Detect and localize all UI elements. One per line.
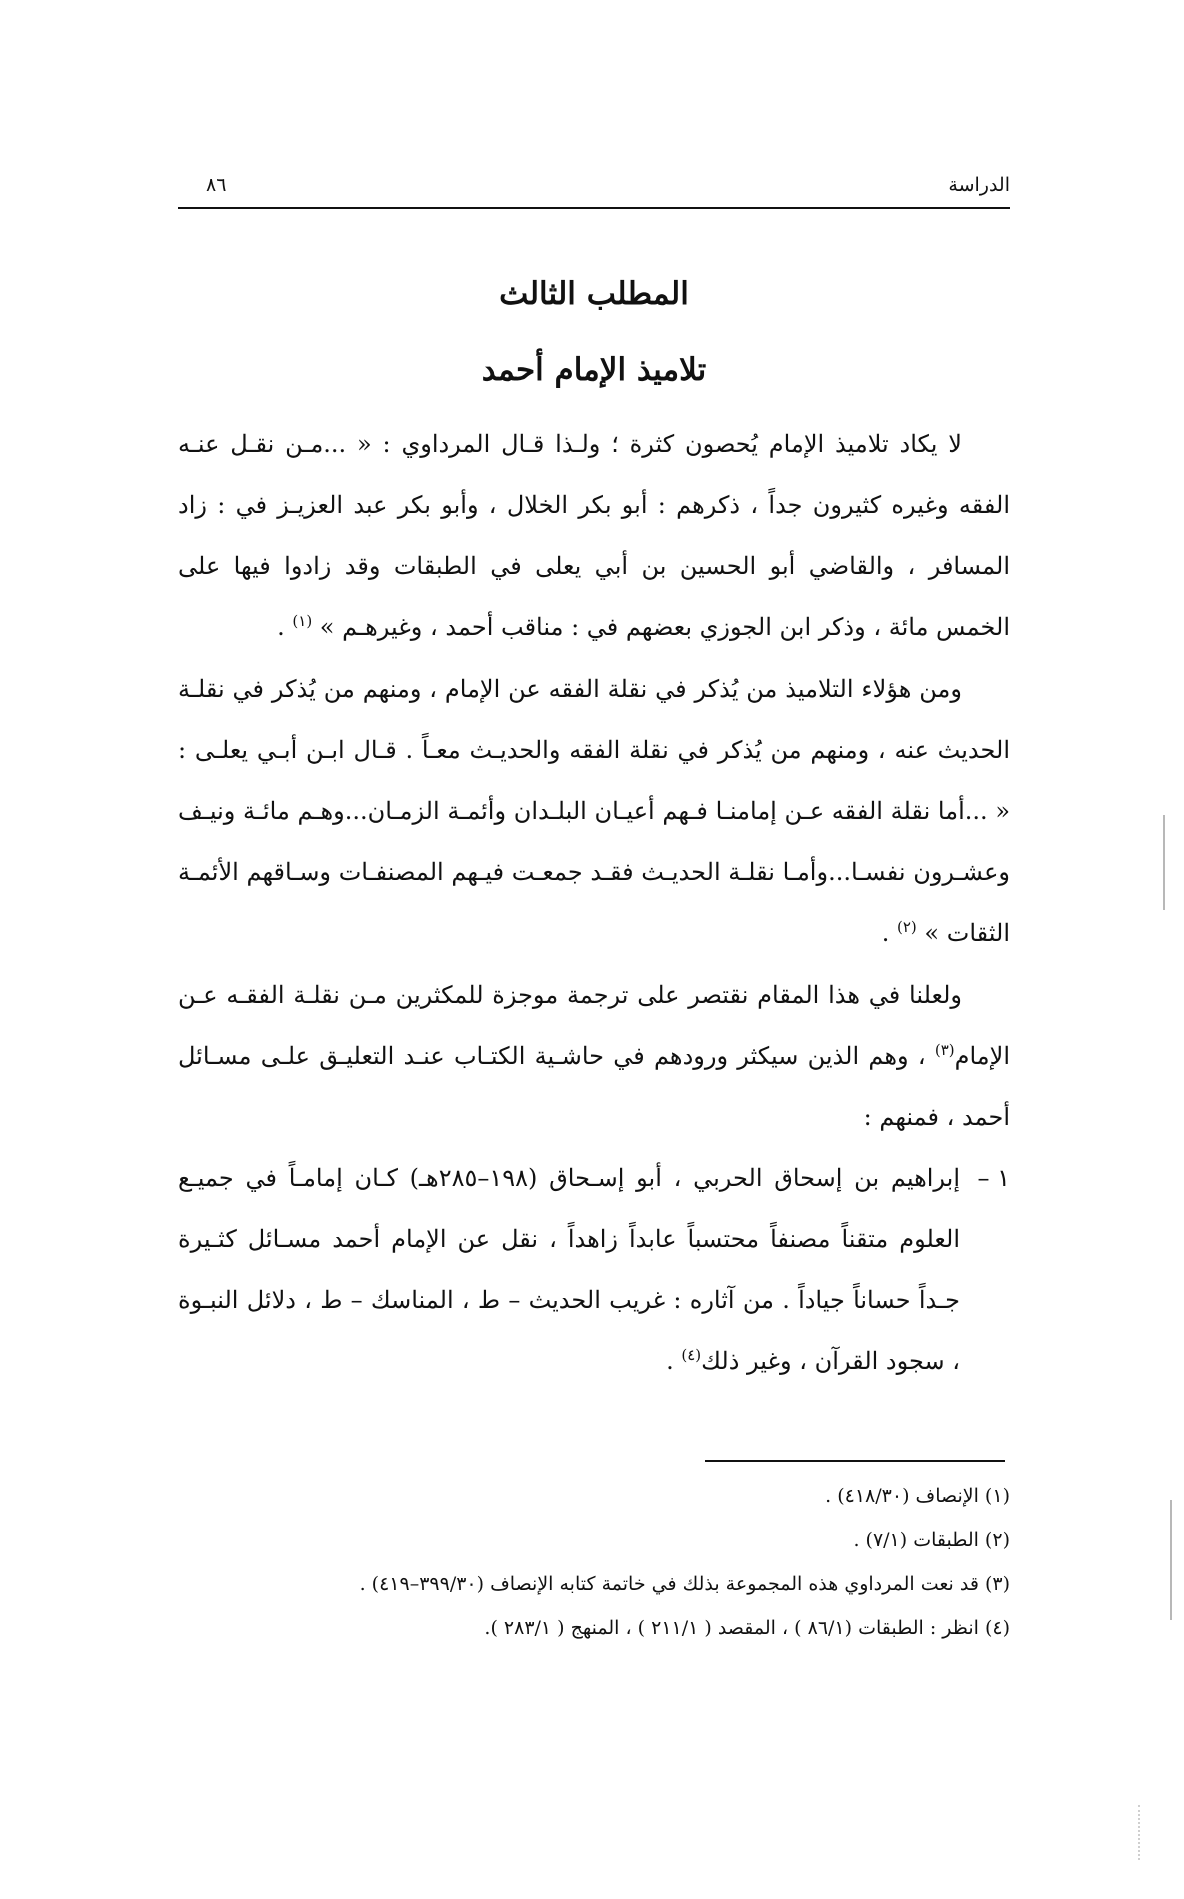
footnote-1: (١) الإنصاف (٤١٨/٣٠) . — [825, 1485, 1010, 1507]
paragraph-3-text: ولعلنا في هذا المقام نقتصر على ترجمة موجزة للمكثرين مـن نقلـة الفقـه عـن الإمام — [178, 981, 1010, 1070]
paragraph-1-tail: . — [277, 613, 293, 641]
chapter-title: المطلب الثالث — [499, 276, 689, 312]
paragraph-2 — [178, 659, 1010, 964]
running-title: الدراسة — [948, 174, 1010, 196]
list-item-body: إبراهيم بن إسحاق الحربي ، أبو إسـحاق (١٩٨–٢٨٥هـ) كـان إمامـاً في جميـع العلوم متقناً مصنفاً محتسباً عابداً زاهداً ، نقل عن الإمام أحمد مسـائل كثـيرة جـداً حساناً جياداً . من آثاره : غريب الحديث – ط ، المناسك – ط ، دلائل النبـوة ، سجود القرآن ، وغير ذلك — [178, 1164, 960, 1375]
footnotes — [178, 1474, 1010, 1650]
footnote-3: (٣) قد نعت المرداوي هذه المجموعة بذلك في خاتمة كتابه الإنصاف (٣٩٩/٣٠–٤١٩) . — [359, 1573, 1010, 1595]
list-item-tail: . — [666, 1347, 682, 1375]
paragraph-3-tail: ، وهم الذين سيكثر ورودهم في حاشـية الكتـاب عنـد التعليـق علـى مسـائل أحمد ، فمنهم : — [178, 1042, 1010, 1131]
scan-edge-mark — [1163, 815, 1165, 910]
paragraph-1 — [178, 414, 1010, 658]
scan-edge-mark — [1170, 1500, 1172, 1620]
footnote-ref-3[interactable]: (٣) — [934, 1041, 955, 1059]
paragraph-2-tail: . — [881, 919, 897, 947]
footnote-ref-4[interactable]: (٤) — [681, 1346, 702, 1364]
header-rule — [178, 207, 1010, 209]
scan-edge-mark — [1138, 1805, 1140, 1860]
paragraph-3 — [178, 965, 1010, 1148]
list-item-text — [178, 1148, 960, 1392]
footnote-ref-1[interactable]: (١) — [292, 612, 313, 630]
footnote-2: (٢) الطبقات (٧/١) . — [853, 1529, 1010, 1551]
paragraph-2-text: ومن هؤلاء التلاميذ من يُذكر في نقلة الفقه عن الإمام ، ومنهم من يُذكر في نقلـة الحديث عنه ، ومنهم من يُذكر في نقلة الفقه والحديـث معـاً . قـال ابـن أبـي يعلـى : « ...أما نقلة الفقه عـن إمامنـا فـهم أعيـان البلـدان وأئمـة الزمـان...وهـم مائـة ونيـف وعشـرون نفسـا...وأمـا نقلـة الحديـث فقـد جمعـت فيـهم المصنفـات وسـاقهم الأئمـة الثقات » — [178, 675, 1011, 947]
running-header — [178, 170, 1010, 210]
list-item-number: ١ – — [977, 1164, 1010, 1192]
section-title: تلاميذ الإمام أحمد — [481, 352, 707, 388]
footnote-4: (٤) انظر : الطبقات (٨٦/١ ) ، المقصد ( ٢١١/١ ) ، المنهج ( ٢٨٣/١ ). — [484, 1617, 1010, 1639]
page-number: ٨٦ — [206, 174, 227, 196]
footnote-ref-2[interactable]: (٢) — [897, 918, 917, 936]
paragraph-1-text: لا يكاد تلاميذ الإمام يُحصون كثرة ؛ ولـذا قـال المرداوي : « ...مـن نقـل عنـه الفقه وغيره كثيرون جداً ، ذكرهم : أبو بكر الخلال ، وأبو بكر عبد العزيـز في : زاد المسافر ، والقاضي أبو الحسين بن أبي يعلى في الطبقات وقد زادوا فيها على الخمس مائة ، وذكر ابن الجوزي بعضهم في : مناقب أحمد ، وغيرهـم » — [178, 430, 1010, 641]
list-item — [178, 1148, 1010, 1392]
footnote-separator — [705, 1460, 1005, 1462]
